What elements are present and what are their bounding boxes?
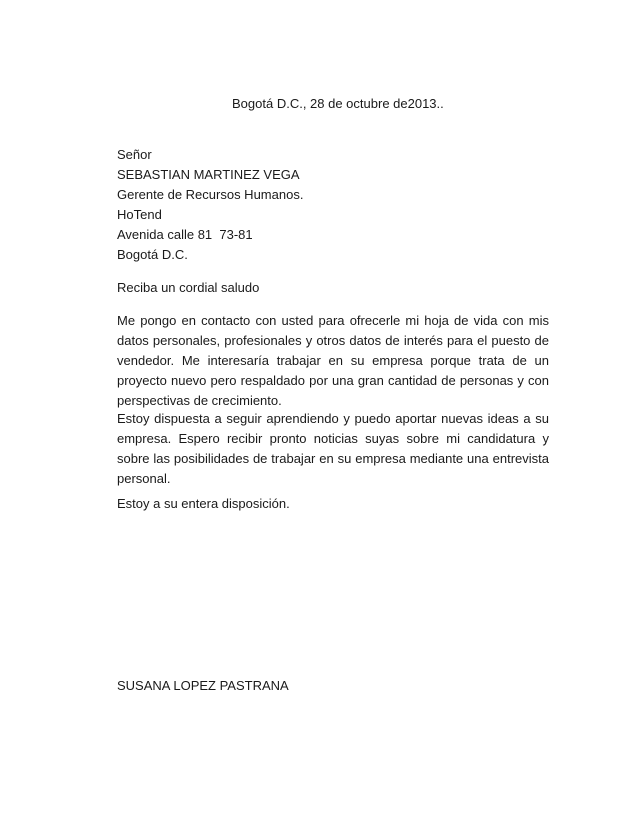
recipient-block	[117, 145, 303, 265]
recipient-salutation: Señor	[117, 147, 152, 162]
recipient-name: SEBASTIAN MARTINEZ VEGA	[117, 167, 300, 182]
recipient-city: Bogotá D.C.	[117, 247, 188, 262]
recipient-address: Avenida calle 81 73-81	[117, 227, 253, 242]
signature-name: SUSANA LOPEZ PASTRANA	[117, 678, 289, 693]
letter-greeting: Reciba un cordial saludo	[117, 280, 260, 295]
recipient-position: Gerente de Recursos Humanos.	[117, 187, 304, 202]
body-paragraph-2: Estoy dispuesta a seguir aprendiendo y puedo aportar nuevas ideas a su empresa. Espero recibir pronto noticias suyas sobre mi candidatura y sobre las posibilidades de trabajar en su empresa mediante una entrevista personal.	[117, 411, 549, 486]
letter-date: Bogotá D.C., 28 de octubre de2013..	[232, 96, 444, 111]
body-paragraph-1: Me pongo en contacto con usted para ofrecerle mi hoja de vida con mis datos personales, profesionales y otros datos de interés para el puesto de vendedor. Me interesaría trabajar en su empresa porque trata de un proyecto nuevo pero respaldado por una gran cantidad de personas y con perspectivas de crecimiento.	[117, 313, 549, 408]
letter-closing: Estoy a su entera disposición.	[117, 496, 290, 511]
recipient-company: HoTend	[117, 207, 162, 222]
